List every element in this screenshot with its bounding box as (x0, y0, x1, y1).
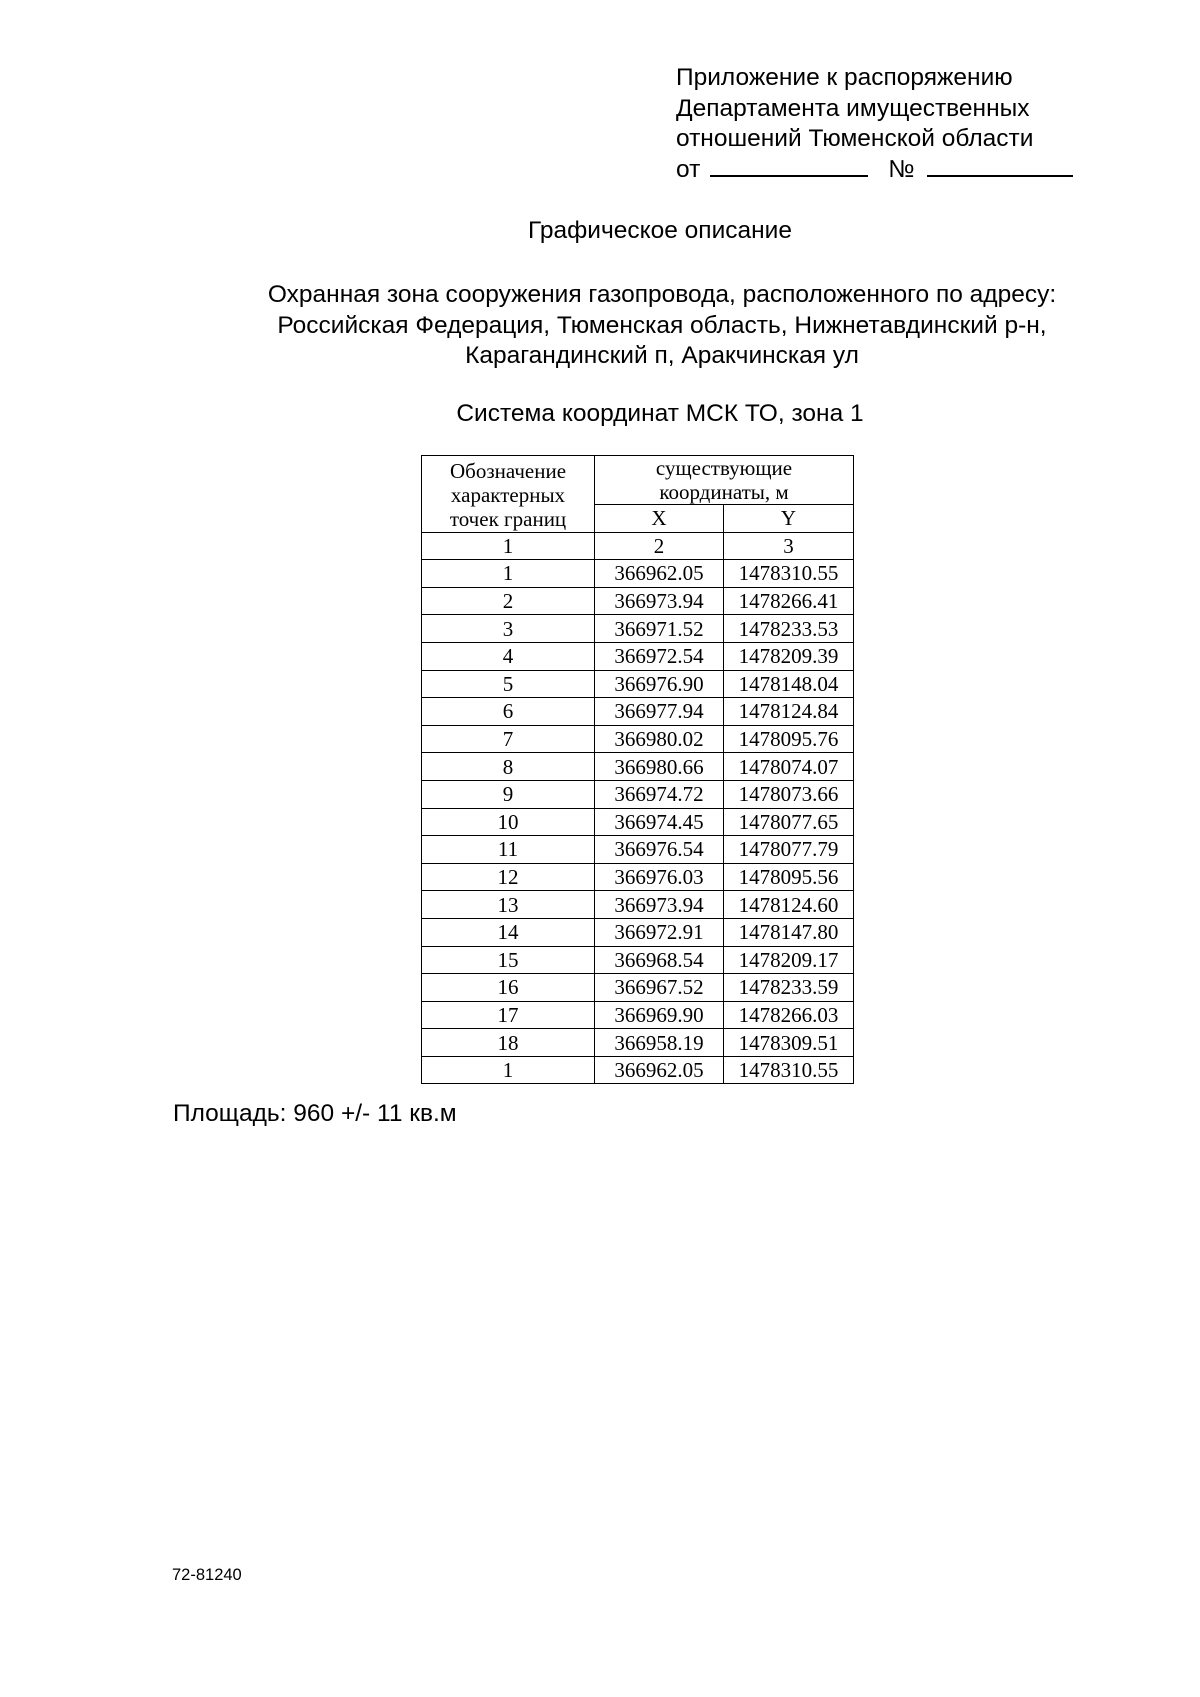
table-row (422, 918, 854, 946)
cell-point: 3 (422, 615, 595, 643)
zone-line-3: Карагандинский п, Аракчинская ул (465, 342, 859, 369)
cell-y: 1478266.03 (724, 1001, 854, 1029)
header-y: Y (724, 505, 854, 533)
cell-point: 14 (422, 918, 595, 946)
date-blank (710, 155, 868, 177)
table-row (422, 698, 854, 726)
table-row (422, 780, 854, 808)
cell-point: 18 (422, 1029, 595, 1057)
cell-point: 1 (422, 1056, 595, 1084)
column-number-3: 3 (724, 532, 854, 560)
zone-line-2: Российская Федерация, Тюменская область, Нижнетавдинский р-н, (277, 311, 1047, 339)
header-point-line-3: точек границ (449, 506, 567, 531)
cell-point: 11 (422, 836, 595, 864)
cell-x: 366958.19 (595, 1029, 724, 1057)
table-row (422, 753, 854, 781)
cell-y: 1478209.39 (724, 642, 854, 670)
cell-y: 1478266.41 (724, 587, 854, 615)
appendix-line-1: Приложение к распоряжению (676, 64, 1013, 91)
table-row (422, 1029, 854, 1057)
cell-y: 1478095.76 (724, 725, 854, 753)
cell-x: 366976.54 (595, 836, 724, 864)
header-point-designation (422, 456, 595, 533)
cell-y: 1478077.65 (724, 808, 854, 836)
number-sign: № (888, 155, 915, 183)
table-row (422, 725, 854, 753)
cell-x: 366972.54 (595, 642, 724, 670)
cell-x: 366972.91 (595, 918, 724, 946)
column-number-row (422, 532, 854, 560)
coordinate-system: Система координат МСК ТО, зона 1 (456, 400, 864, 427)
cell-x: 366976.90 (595, 670, 724, 698)
cell-y: 1478310.55 (724, 560, 854, 588)
table-row (422, 615, 854, 643)
cell-point: 10 (422, 808, 595, 836)
table-row (422, 1001, 854, 1029)
cell-y: 1478310.55 (724, 1056, 854, 1084)
table-row (422, 642, 854, 670)
cell-x: 366967.52 (595, 974, 724, 1002)
appendix-line-3: отношений Тюменской области (676, 125, 1034, 152)
header-existing-coordinates (595, 456, 854, 505)
table-row (422, 560, 854, 588)
document-code: 72-81240 (172, 1566, 242, 1584)
cell-point: 7 (422, 725, 595, 753)
table-row (422, 946, 854, 974)
cell-y: 1478209.17 (724, 946, 854, 974)
cell-point: 17 (422, 1001, 595, 1029)
cell-point: 16 (422, 974, 595, 1002)
cell-point: 13 (422, 891, 595, 919)
cell-x: 366980.02 (595, 725, 724, 753)
header-coords-line-2: координаты, м (659, 480, 789, 504)
table-row (422, 974, 854, 1002)
table-row (422, 1056, 854, 1084)
zone-line-1: Охранная зона сооружения газопровода, расположенного по адресу: (267, 281, 1057, 308)
cell-point: 5 (422, 670, 595, 698)
cell-x: 366974.45 (595, 808, 724, 836)
cell-point: 2 (422, 587, 595, 615)
document-title: Графическое описание (528, 217, 792, 244)
cell-x: 366971.52 (595, 615, 724, 643)
cell-x: 366980.66 (595, 753, 724, 781)
coordinates-table (421, 455, 854, 1084)
table-row (422, 836, 854, 864)
cell-y: 1478074.07 (724, 753, 854, 781)
header-coords-line-1: существующие (655, 456, 793, 480)
cell-y: 1478095.56 (724, 863, 854, 891)
appendix-line-2: Департамента имущественных (676, 94, 1030, 122)
cell-x: 366977.94 (595, 698, 724, 726)
cell-point: 4 (422, 642, 595, 670)
table-row (422, 891, 854, 919)
cell-x: 366968.54 (595, 946, 724, 974)
zone-description (62, 280, 1200, 372)
header-point-line-2: характерных (450, 482, 566, 507)
table-row (422, 670, 854, 698)
cell-y: 1478233.59 (724, 974, 854, 1002)
cell-point: 6 (422, 698, 595, 726)
cell-y: 1478233.53 (724, 615, 854, 643)
cell-y: 1478147.80 (724, 918, 854, 946)
cell-x: 366962.05 (595, 560, 724, 588)
cell-x: 366976.03 (595, 863, 724, 891)
cell-point: 1 (422, 560, 595, 588)
cell-y: 1478073.66 (724, 780, 854, 808)
table-row (422, 863, 854, 891)
appendix-date-number-line (676, 155, 1073, 186)
table-row (422, 587, 854, 615)
header-point-line-1: Обозначение (449, 458, 567, 483)
number-blank (927, 155, 1073, 177)
area-text: Площадь: 960 +/- 11 кв.м (173, 1100, 457, 1127)
column-number-1: 1 (422, 532, 595, 560)
date-prefix: от (676, 155, 701, 183)
column-number-2: 2 (595, 532, 724, 560)
cell-y: 1478077.79 (724, 836, 854, 864)
cell-point: 15 (422, 946, 595, 974)
cell-x: 366962.05 (595, 1056, 724, 1084)
cell-y: 1478148.04 (724, 670, 854, 698)
cell-y: 1478309.51 (724, 1029, 854, 1057)
cell-x: 366969.90 (595, 1001, 724, 1029)
cell-y: 1478124.60 (724, 891, 854, 919)
cell-x: 366974.72 (595, 780, 724, 808)
cell-y: 1478124.84 (724, 698, 854, 726)
cell-point: 8 (422, 753, 595, 781)
cell-x: 366973.94 (595, 587, 724, 615)
header-x: X (595, 505, 724, 533)
cell-x: 366973.94 (595, 891, 724, 919)
table-row (422, 808, 854, 836)
cell-point: 12 (422, 863, 595, 891)
cell-point: 9 (422, 780, 595, 808)
appendix-block (676, 63, 1073, 185)
